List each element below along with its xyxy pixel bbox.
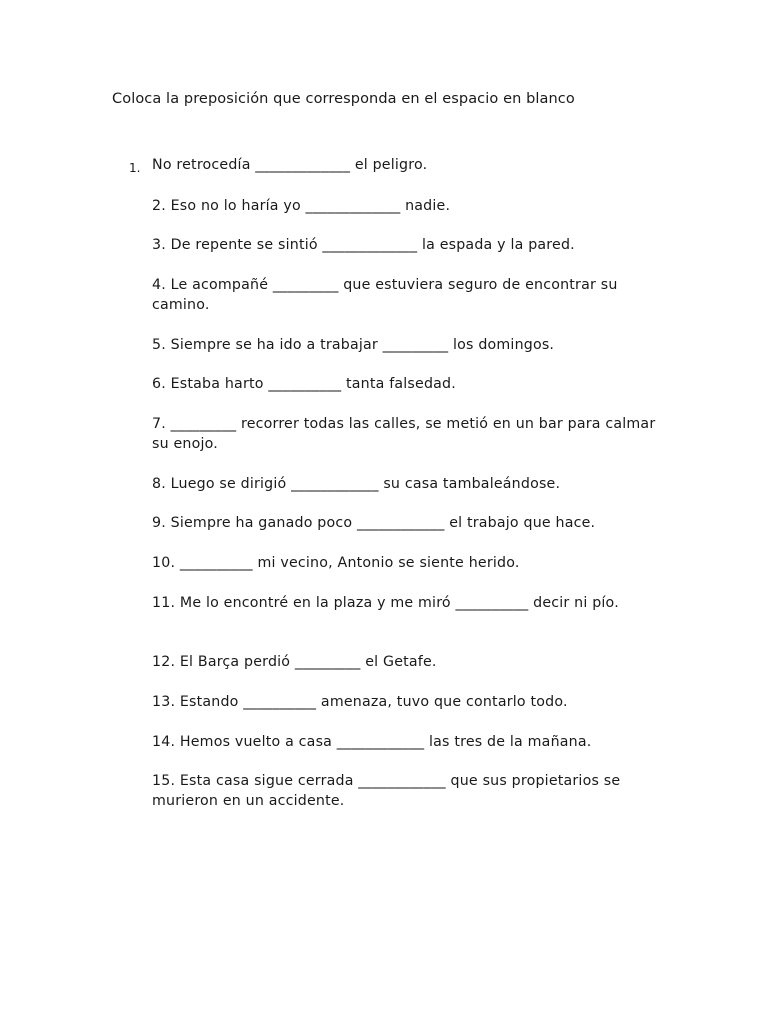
- exercise-4: 4. Le acompañé _________ que estuviera seguro de encontrar su camino.: [152, 277, 623, 313]
- exercise-13: 13. Estando __________ amenaza, tuvo que contarlo todo.: [152, 694, 568, 710]
- exercise-2: 2. Eso no lo haría yo _____________ nadie.: [152, 198, 451, 214]
- list-marker-1: 1.: [129, 161, 141, 175]
- exercise-11: 11. Me lo encontré en la plaza y me miró __________ decir ni pío.: [152, 595, 619, 611]
- exercise-12: 12. El Barça perdió _________ el Getafe.: [152, 654, 437, 670]
- worksheet-title: Coloca la preposición que corresponda en el espacio en blanco: [112, 91, 575, 107]
- exercise-9: 9. Siempre ha ganado poco ____________ el trabajo que hace.: [152, 515, 596, 531]
- exercise-14: 14. Hemos vuelto a casa ____________ las tres de la mañana.: [152, 734, 592, 750]
- exercise-6: 6. Estaba harto __________ tanta falsedad.: [152, 376, 456, 392]
- exercise-1: No retrocedía _____________ el peligro.: [152, 157, 428, 173]
- exercise-7: 7. _________ recorrer todas las calles, se metió en un bar para calmar su enojo.: [152, 416, 661, 452]
- exercise-8: 8. Luego se dirigió ____________ su casa tambaleándose.: [152, 476, 561, 492]
- exercise-3: 3. De repente se sintió _____________ la espada y la pared.: [152, 237, 575, 253]
- exercise-5: 5. Siempre se ha ido a trabajar _________ los domingos.: [152, 337, 555, 353]
- exercise-10: 10. __________ mi vecino, Antonio se siente herido.: [152, 555, 520, 571]
- exercise-15: 15. Esta casa sigue cerrada ____________ que sus propietarios se murieron en un accidente.: [152, 773, 625, 809]
